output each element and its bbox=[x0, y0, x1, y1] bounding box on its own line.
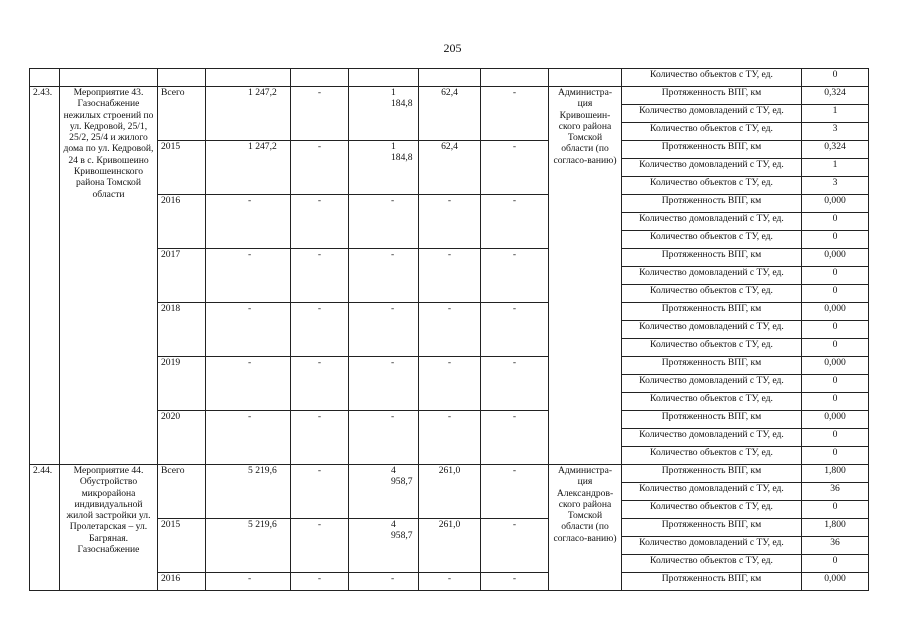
budget-cell: - bbox=[481, 357, 549, 411]
indicator-value: 1,800 bbox=[802, 519, 869, 537]
year-cell: 2016 bbox=[158, 573, 206, 591]
indicator-label: Количество объектов с ТУ, ед. bbox=[622, 69, 802, 87]
budget-cell: - bbox=[349, 411, 419, 465]
year-cell: Всего bbox=[158, 87, 206, 141]
responsible-cell: Администра-ция Александров-ского района Томской области (по согласо-ванию) bbox=[549, 465, 622, 591]
indicator-label: Количество объектов с ТУ, ед. bbox=[622, 177, 802, 195]
budget-cell: - bbox=[481, 465, 549, 519]
total-cell: - bbox=[206, 249, 291, 303]
total-cell: 1 247,2 bbox=[206, 87, 291, 141]
indicator-label: Количество объектов с ТУ, ед. bbox=[622, 285, 802, 303]
budget-cell bbox=[291, 69, 349, 87]
total-cell: 5 219,6 bbox=[206, 519, 291, 573]
page-number: 205 bbox=[443, 41, 462, 55]
indicator-label: Протяженность ВПГ, км bbox=[622, 411, 802, 429]
budget-cell bbox=[481, 69, 549, 87]
indicator-label: Количество объектов с ТУ, ед. bbox=[622, 231, 802, 249]
budget-cell: 261,0 bbox=[419, 519, 481, 573]
code-cell bbox=[30, 69, 60, 87]
budget-cell: - bbox=[481, 303, 549, 357]
year-cell: 2015 bbox=[158, 141, 206, 195]
year-cell: 2016 bbox=[158, 195, 206, 249]
budget-cell: - bbox=[349, 573, 419, 591]
indicator-label: Количество домовладений с ТУ, ед. bbox=[622, 429, 802, 447]
total-cell: - bbox=[206, 303, 291, 357]
indicator-value: 0 bbox=[802, 285, 869, 303]
budget-cell: - bbox=[481, 141, 549, 195]
responsible-cell bbox=[549, 69, 622, 87]
indicator-label: Протяженность ВПГ, км bbox=[622, 249, 802, 267]
indicator-value: 0 bbox=[802, 501, 869, 519]
indicator-label: Количество объектов с ТУ, ед. bbox=[622, 555, 802, 573]
budget-cell: 62,4 bbox=[419, 87, 481, 141]
year-cell: Всего bbox=[158, 465, 206, 519]
budget-cell: 4 958,7 bbox=[349, 519, 419, 573]
budget-cell: - bbox=[291, 573, 349, 591]
budget-cell: 261,0 bbox=[419, 465, 481, 519]
indicator-label: Количество объектов с ТУ, ед. bbox=[622, 339, 802, 357]
continuation-row bbox=[30, 69, 869, 87]
indicator-label: Количество домовладений с ТУ, ед. bbox=[622, 267, 802, 285]
indicator-label: Протяженность ВПГ, км bbox=[622, 141, 802, 159]
year-cell: 2017 bbox=[158, 249, 206, 303]
budget-cell bbox=[349, 69, 419, 87]
total-cell: - bbox=[206, 195, 291, 249]
budget-cell: 4 958,7 bbox=[349, 465, 419, 519]
indicator-label: Количество объектов с ТУ, ед. bbox=[622, 501, 802, 519]
indicator-label: Протяженность ВПГ, км bbox=[622, 195, 802, 213]
indicator-value: 0 bbox=[802, 213, 869, 231]
indicator-value: 0 bbox=[802, 393, 869, 411]
indicator-value: 1,800 bbox=[802, 465, 869, 483]
budget-cell: - bbox=[349, 195, 419, 249]
budget-cell: - bbox=[349, 303, 419, 357]
table-row bbox=[30, 87, 869, 105]
budget-cell: - bbox=[481, 249, 549, 303]
indicator-value: 0 bbox=[802, 231, 869, 249]
budget-cell: - bbox=[419, 195, 481, 249]
total-cell bbox=[206, 69, 291, 87]
budget-cell: - bbox=[481, 411, 549, 465]
budget-cell: - bbox=[481, 195, 549, 249]
indicator-label: Количество домовладений с ТУ, ед. bbox=[622, 321, 802, 339]
indicator-value: 0 bbox=[802, 429, 869, 447]
budget-cell: - bbox=[291, 357, 349, 411]
indicator-value: 0 bbox=[802, 555, 869, 573]
indicator-value: 0,000 bbox=[802, 303, 869, 321]
indicator-value: 36 bbox=[802, 483, 869, 501]
budget-cell: - bbox=[419, 357, 481, 411]
budget-cell: 1 184,8 bbox=[349, 141, 419, 195]
year-cell: 2018 bbox=[158, 303, 206, 357]
indicator-value: 1 bbox=[802, 105, 869, 123]
budget-cell: 1 184,8 bbox=[349, 87, 419, 141]
indicator-value: 0,000 bbox=[802, 573, 869, 591]
indicator-value: 3 bbox=[802, 123, 869, 141]
budget-cell: - bbox=[291, 195, 349, 249]
code-cell: 2.44. bbox=[30, 465, 60, 591]
budget-cell: - bbox=[419, 573, 481, 591]
budget-cell: - bbox=[291, 249, 349, 303]
budget-cell: - bbox=[291, 465, 349, 519]
indicator-label: Протяженность ВПГ, км bbox=[622, 87, 802, 105]
indicator-label: Количество домовладений с ТУ, ед. bbox=[622, 375, 802, 393]
indicator-value: 1 bbox=[802, 159, 869, 177]
indicator-label: Количество объектов с ТУ, ед. bbox=[622, 123, 802, 141]
budget-cell: - bbox=[291, 141, 349, 195]
budget-cell: - bbox=[291, 87, 349, 141]
budget-cell: - bbox=[291, 519, 349, 573]
budget-cell: - bbox=[419, 303, 481, 357]
budget-cell: - bbox=[481, 87, 549, 141]
budget-cell: - bbox=[291, 303, 349, 357]
budget-cell bbox=[419, 69, 481, 87]
budget-cell: - bbox=[419, 249, 481, 303]
indicator-label: Количество домовладений с ТУ, ед. bbox=[622, 159, 802, 177]
budget-cell: - bbox=[419, 411, 481, 465]
total-cell: - bbox=[206, 357, 291, 411]
responsible-cell: Администра-ция Кривошеин-ского района Томской области (по согласо-ванию) bbox=[549, 87, 622, 465]
indicator-value: 0 bbox=[802, 339, 869, 357]
year-cell: 2020 bbox=[158, 411, 206, 465]
indicator-label: Количество объектов с ТУ, ед. bbox=[622, 447, 802, 465]
indicator-value: 0 bbox=[802, 267, 869, 285]
indicator-value: 0,000 bbox=[802, 357, 869, 375]
name-cell bbox=[60, 69, 158, 87]
indicator-label: Количество объектов с ТУ, ед. bbox=[622, 393, 802, 411]
indicator-value: 0,000 bbox=[802, 249, 869, 267]
year-cell: 2015 bbox=[158, 519, 206, 573]
indicator-value: 0,000 bbox=[802, 195, 869, 213]
indicator-value: 0,324 bbox=[802, 141, 869, 159]
indicator-label: Количество домовладений с ТУ, ед. bbox=[622, 105, 802, 123]
budget-cell: - bbox=[481, 519, 549, 573]
budget-cell: - bbox=[349, 249, 419, 303]
indicator-value: 0 bbox=[802, 447, 869, 465]
indicator-label: Протяженность ВПГ, км bbox=[622, 303, 802, 321]
total-cell: - bbox=[206, 573, 291, 591]
indicator-value: 3 bbox=[802, 177, 869, 195]
indicator-value: 0 bbox=[802, 69, 869, 87]
table-row bbox=[30, 465, 869, 483]
indicator-value: 0 bbox=[802, 375, 869, 393]
indicator-label: Количество домовладений с ТУ, ед. bbox=[622, 483, 802, 501]
indicator-value: 0 bbox=[802, 321, 869, 339]
total-cell: 5 219,6 bbox=[206, 465, 291, 519]
budget-cell: - bbox=[481, 573, 549, 591]
indicator-value: 36 bbox=[802, 537, 869, 555]
budget-cell: - bbox=[349, 357, 419, 411]
total-cell: - bbox=[206, 411, 291, 465]
indicator-label: Протяженность ВПГ, км bbox=[622, 357, 802, 375]
indicator-value: 0,000 bbox=[802, 411, 869, 429]
code-cell: 2.43. bbox=[30, 87, 60, 465]
indicator-label: Количество домовладений с ТУ, ед. bbox=[622, 537, 802, 555]
indicator-label: Количество домовладений с ТУ, ед. bbox=[622, 213, 802, 231]
indicator-label: Протяженность ВПГ, км bbox=[622, 519, 802, 537]
year-cell: 2019 bbox=[158, 357, 206, 411]
indicator-value: 0,324 bbox=[802, 87, 869, 105]
measure-name: Мероприятие 44. Обустройство микрорайона индивидуальной жилой застройки ул. Пролетарская – ул. Багряная. Газоснабжение bbox=[60, 465, 158, 591]
year-cell bbox=[158, 69, 206, 87]
measure-name: Мероприятие 43. Газоснабжение нежилых строений по ул. Кедровой, 25/1, 25/2, 25/4 и жилого дома по ул. Кедровой, 24 в с. Кривошеино Кривошеинского района Томской области bbox=[60, 87, 158, 465]
indicator-label: Протяженность ВПГ, км bbox=[622, 573, 802, 591]
indicator-label: Протяженность ВПГ, км bbox=[622, 465, 802, 483]
total-cell: 1 247,2 bbox=[206, 141, 291, 195]
program-table bbox=[29, 68, 869, 591]
budget-cell: 62,4 bbox=[419, 141, 481, 195]
budget-cell: - bbox=[291, 411, 349, 465]
